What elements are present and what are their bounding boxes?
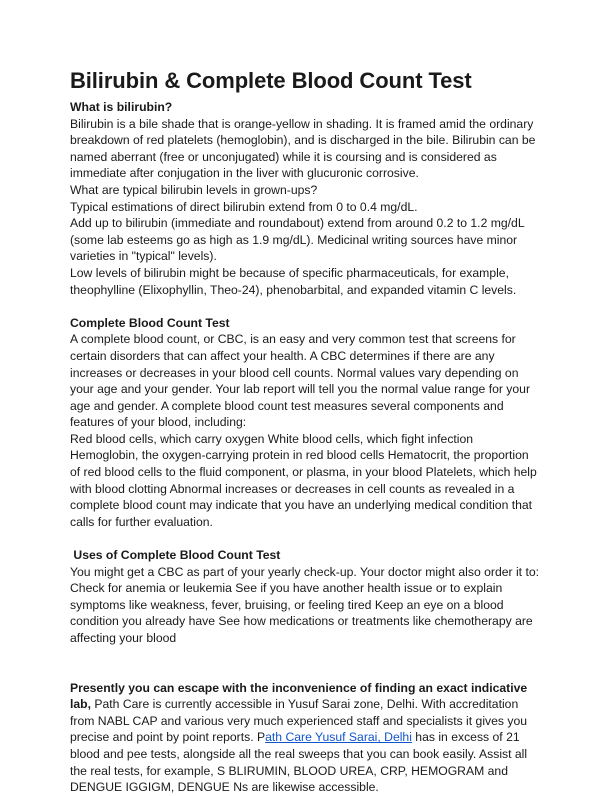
bilirubin-paragraph-2: What are typical bilirubin levels in grown-ups? <box>70 182 318 197</box>
cbc-uses-heading: Uses of Complete Blood Count Test <box>70 548 281 563</box>
spacer <box>70 647 540 680</box>
cbc-uses-paragraph: You might get a CBC as part of your yearly check-up. Your doctor might also order it to: Check for anemia or leukemia See if you have another health issue or to explain symptoms like weakness, fever, bruising, or feeling tired Keep an eye on a blood condition you already have See how medications or treatments like chemotherapy are affecting your blood <box>70 564 540 645</box>
cbc-paragraph-1: A complete blood count, or CBC, is an easy and very common test that screens for certain disorders that can affect your health. A CBC determines if there are any increases or decreases in your blood cell counts. Normal values vary depending on your age and your gender. Your lab report will tell you the normal value range for your age and gender. A complete blood count test measures several components and features of your blood, including: <box>70 332 531 430</box>
promo-paragraph <box>70 680 540 796</box>
cbc-paragraph-2: Red blood cells, which carry oxygen White blood cells, which fight infection Hemoglobin, the oxygen-carrying protein in red blood cells Hematocrit, the proportion of red blood cells to the fluid component, or plasma, in your blood Platelets, which help with blood clotting Abnormal increases or decreases in cell counts as revealed in a complete blood count may indicate that you have an underlying medical condition that calls for further evaluation. <box>70 431 537 529</box>
promo-text-2: has in excess of 21 blood and pee tests, alongside all the real sweeps that you can book easily. Assist all the real tests, for example, S BLIRUMIN, BLOOD UREA, CRP, HEMOGRAM and DENGUE IGGIGM, DENGUE Ns are likewise accessible. <box>70 730 528 795</box>
promo-text-1: Path Care is currently accessible in Yusuf Sarai zone, Delhi. With accreditation from NABL CAP and various very much experienced staff and specialists it gives you precise and point by point reports. P <box>70 697 528 745</box>
bilirubin-paragraph-4: Add up to bilirubin (immediate and roundabout) extend from around 0.2 to 1.2 mg/dL (some lab esteems go as high as 1.9 mg/dL). Medicinal writing sources have minor varieties in "typical" levels). <box>70 216 525 264</box>
spacer <box>70 298 540 315</box>
page-title: Bilirubin & Complete Blood Count Test <box>70 68 472 93</box>
cbc-heading: Complete Blood Count Test <box>70 315 230 330</box>
bilirubin-paragraph-1: Bilirubin is a bile shade that is orange-yellow in shading. It is framed amid the ordinary breakdown of red platelets (hemoglobin), and is discharged in the bile. Bilirubin can be named aberrant (free or unconjugated) while it is coursing and is considered as immediate after conjugation in the liver with glucuronic corrosive. <box>70 116 536 181</box>
path-care-link[interactable]: ath Care Yusuf Sarai, Delhi <box>265 730 412 745</box>
spacer <box>70 530 540 547</box>
bilirubin-paragraph-3: Typical estimations of direct bilirubin extend from 0 to 0.4 mg/dL. <box>70 199 418 214</box>
bilirubin-paragraph-5: Low levels of bilirubin might be because of specific pharmaceuticals, for example, theophylline (Elixophyllin, Theo-24), phenobarbital, and expanded vitamin C levels. <box>70 265 517 297</box>
promo-lead: Presently you can escape with the inconvenience of finding an exact indicative lab, <box>70 680 528 712</box>
bilirubin-heading: What is bilirubin? <box>70 100 173 114</box>
